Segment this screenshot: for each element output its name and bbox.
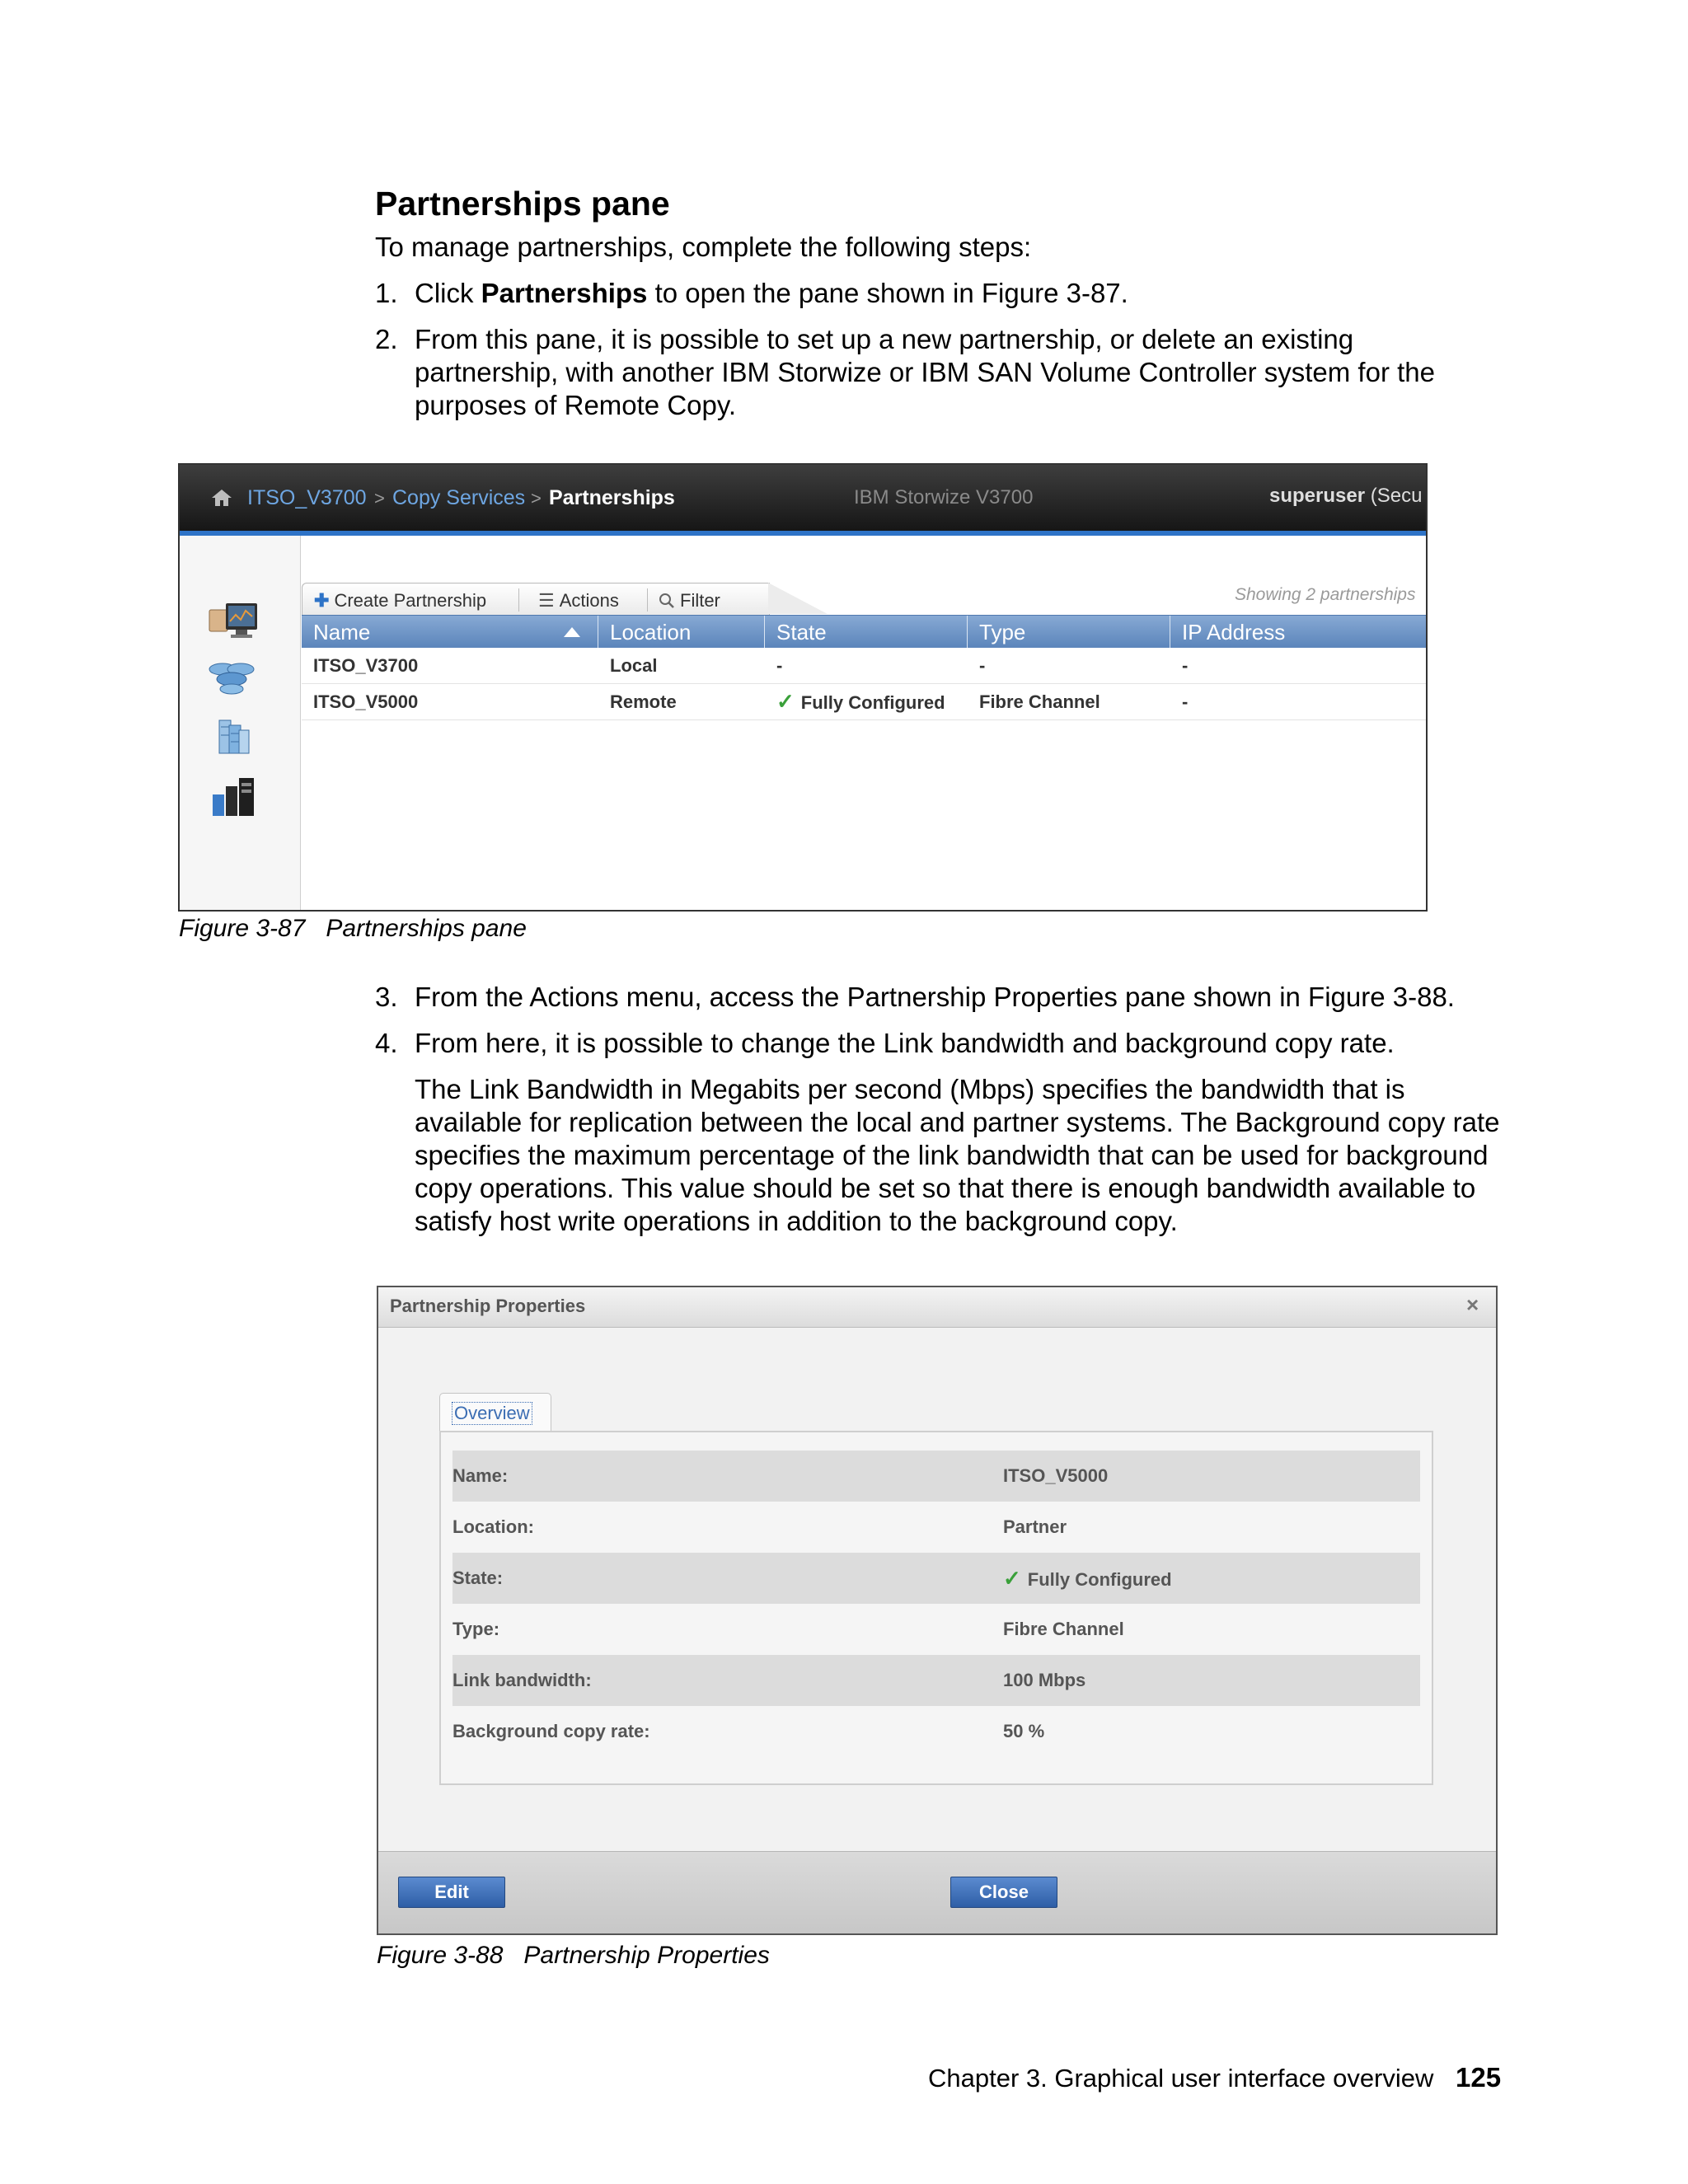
step-text: From here, it is possible to change the Link bandwidth and background copy rate. bbox=[415, 1028, 1395, 1058]
column-header-ip-address[interactable]: IP Address bbox=[1182, 620, 1286, 644]
property-label: Location: bbox=[452, 1516, 534, 1537]
property-label: Type: bbox=[452, 1619, 500, 1639]
toolbar-divider bbox=[518, 588, 519, 612]
filter-button[interactable]: Filter bbox=[659, 590, 720, 612]
toolbar-divider bbox=[647, 588, 648, 612]
breadcrumb-separator: > bbox=[531, 488, 542, 509]
property-value: ✓ Fully Configured bbox=[1003, 1566, 1172, 1591]
search-icon bbox=[659, 593, 675, 609]
cell-state: ✓ Fully Configured bbox=[776, 689, 945, 714]
create-partnership-button[interactable]: ✚ Create Partnership bbox=[314, 590, 487, 611]
showing-count: Showing 2 partnerships bbox=[1235, 585, 1416, 604]
cell-name: ITSO_V3700 bbox=[313, 655, 419, 676]
column-header-type[interactable]: Type bbox=[968, 616, 1170, 649]
top-bar bbox=[180, 465, 1426, 531]
dialog-title-bar bbox=[378, 1287, 1496, 1328]
dialog-title: Partnership Properties bbox=[390, 1296, 586, 1316]
tab-overview[interactable] bbox=[439, 1393, 551, 1432]
section-heading: Partnerships pane bbox=[375, 185, 670, 223]
property-value: Fibre Channel bbox=[1003, 1619, 1124, 1639]
cell-location: Remote bbox=[610, 691, 677, 712]
property-value: 50 % bbox=[1003, 1721, 1045, 1741]
property-row-background-copy-rate bbox=[452, 1706, 1420, 1757]
property-row-name bbox=[452, 1451, 1420, 1502]
property-row-location bbox=[452, 1502, 1420, 1553]
property-value: 100 Mbps bbox=[1003, 1670, 1086, 1690]
figure-3-87-caption: Figure 3-87 Partnerships pane bbox=[179, 915, 527, 942]
step-number: 2. bbox=[375, 324, 398, 354]
property-label: Background copy rate: bbox=[452, 1721, 650, 1741]
page-number: 125 bbox=[1456, 2062, 1502, 2093]
check-icon: ✓ bbox=[776, 689, 795, 714]
product-name: IBM Storwize V3700 bbox=[854, 486, 1034, 509]
figure-3-88-caption: Figure 3-88 Partnership Properties bbox=[377, 1942, 770, 1969]
properties-panel bbox=[439, 1431, 1433, 1785]
step-number: 4. bbox=[375, 1028, 398, 1058]
check-icon: ✓ bbox=[1003, 1566, 1021, 1591]
table-row[interactable] bbox=[302, 684, 1426, 720]
hosts-icon[interactable] bbox=[204, 775, 260, 818]
partnership-properties-dialog bbox=[377, 1286, 1498, 1935]
pools-icon[interactable] bbox=[204, 658, 260, 701]
list-icon: ☰ bbox=[538, 590, 555, 611]
column-header-name[interactable]: Name bbox=[302, 616, 598, 649]
property-label: State: bbox=[452, 1568, 504, 1588]
cell-state: - bbox=[776, 655, 783, 676]
cell-type: - bbox=[979, 655, 986, 676]
table-header bbox=[302, 615, 1426, 649]
property-label: Name: bbox=[452, 1465, 509, 1486]
breadcrumb-partnerships: Partnerships bbox=[549, 486, 675, 509]
column-header-location[interactable]: Location bbox=[598, 616, 765, 649]
volumes-icon[interactable] bbox=[204, 715, 260, 758]
user-menu[interactable]: superuser (Secu bbox=[1269, 485, 1423, 507]
breadcrumb-copy-services[interactable]: Copy Services bbox=[392, 486, 526, 509]
breadcrumb-separator: > bbox=[374, 488, 385, 509]
bandwidth-explanation: The Link Bandwidth in Megabits per second (Mbps) specifies the bandwidth that is available for replication between the local and partner systems. The Background copy rate specifies the maximum percentage of the link bandwidth that can be used for background copy operations. This value should be set so that there is enough bandwidth available to satisfy host write operations in addition to the background copy. bbox=[415, 1074, 1500, 1236]
close-icon[interactable]: × bbox=[1466, 1292, 1479, 1317]
close-button[interactable]: Close bbox=[950, 1877, 1057, 1908]
column-header-state[interactable]: State bbox=[765, 616, 968, 649]
toolbar-edge bbox=[768, 583, 828, 614]
left-nav bbox=[180, 536, 301, 910]
intro-text: To manage partnerships, complete the following steps: bbox=[375, 232, 1032, 262]
home-icon[interactable] bbox=[211, 489, 232, 507]
cell-location: Local bbox=[610, 655, 658, 676]
plus-icon: ✚ bbox=[314, 590, 330, 611]
step-number: 3. bbox=[375, 982, 398, 1012]
property-label: Link bandwidth: bbox=[452, 1670, 592, 1690]
partnerships-term: Partnerships bbox=[481, 278, 648, 308]
edit-button[interactable]: Edit bbox=[398, 1877, 505, 1908]
property-value: ITSO_V5000 bbox=[1003, 1465, 1109, 1486]
property-row-state bbox=[452, 1553, 1420, 1604]
cell-type: Fibre Channel bbox=[979, 691, 1100, 712]
cell-name: ITSO_V5000 bbox=[313, 691, 419, 712]
step-text: From this pane, it is possible to set up a new partnership, or delete an existing partnership, with another IBM Storwize or IBM SAN Volume Controller system for the purposes of Remote Copy. bbox=[415, 324, 1435, 420]
footer-chapter-title: Chapter 3. Graphical user interface overview bbox=[928, 2064, 1434, 2093]
property-value: Partner bbox=[1003, 1516, 1067, 1537]
sort-ascending-icon[interactable] bbox=[564, 627, 580, 637]
actions-menu-button[interactable]: ☰ Actions bbox=[538, 590, 619, 611]
property-row-link-bandwidth bbox=[452, 1655, 1420, 1706]
step-number: 1. bbox=[375, 278, 398, 308]
step-text: Click Partnerships to open the pane shown in Figure 3-87. bbox=[415, 278, 1128, 308]
partnerships-pane-screenshot bbox=[178, 463, 1428, 912]
monitoring-icon[interactable] bbox=[204, 602, 260, 644]
dialog-footer bbox=[378, 1851, 1496, 1934]
property-row-type bbox=[452, 1604, 1420, 1655]
cell-ip-address: - bbox=[1182, 655, 1189, 676]
table-row[interactable] bbox=[302, 648, 1426, 684]
breadcrumb-system[interactable]: ITSO_V3700 bbox=[247, 486, 367, 509]
step-text: From the Actions menu, access the Partnership Properties pane shown in Figure 3-88. bbox=[415, 982, 1455, 1012]
tab-label: Overview bbox=[452, 1402, 532, 1425]
toolbar bbox=[302, 583, 770, 615]
cell-ip-address: - bbox=[1182, 691, 1189, 712]
